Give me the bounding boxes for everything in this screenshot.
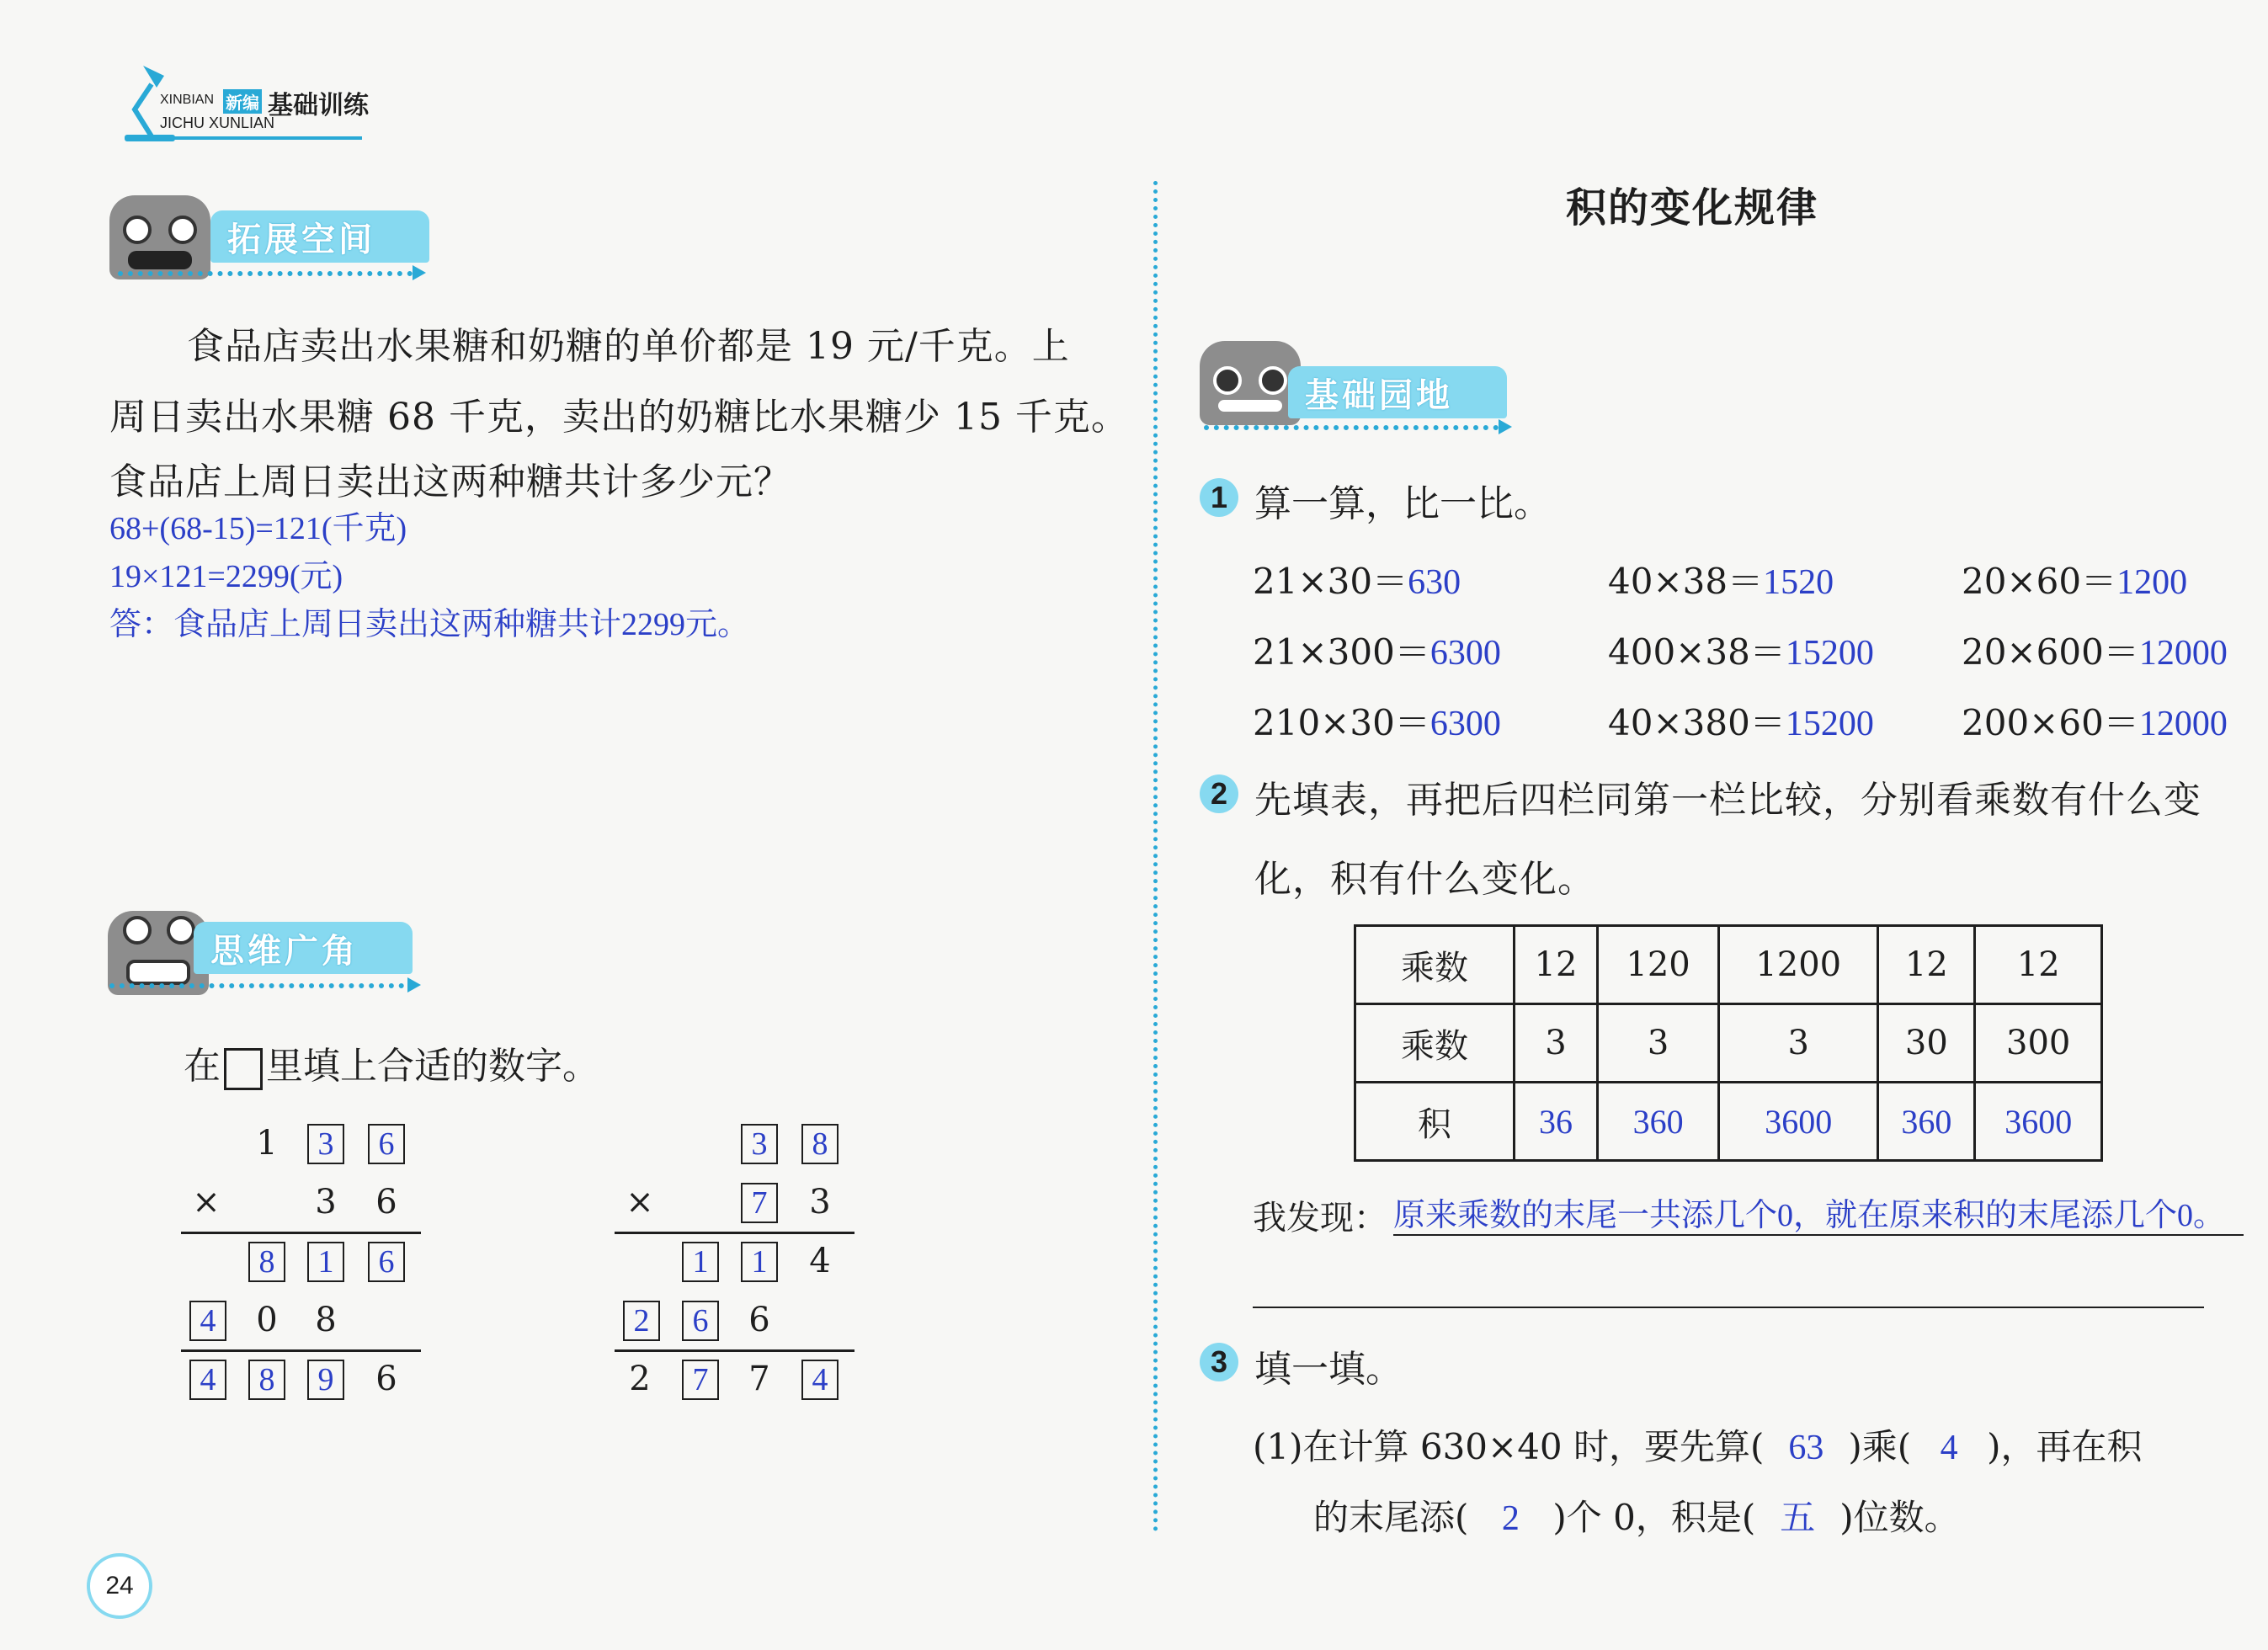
answer-box: 2	[623, 1301, 660, 1341]
section-badge-thinking	[194, 922, 413, 974]
q1-item: 40×38＝1520	[1608, 561, 1834, 602]
answer-line-1: 68+(68-15)=121(千克)	[109, 511, 407, 546]
answer-box: 8	[248, 1242, 285, 1282]
answer-box: 8	[248, 1360, 285, 1400]
problem-line-2: 周日卖出水果糖 68 千克，卖出的奶糖比水果糖少 15 千克。	[109, 396, 1129, 439]
badge-label: 拓展空间	[227, 220, 375, 259]
q1-item: 20×60＝1200	[1962, 561, 2188, 602]
answer-box: 6	[368, 1124, 405, 1164]
table-row: 乘数 3 3 3 30 300	[1355, 1004, 2102, 1083]
arrow-right-icon	[1499, 419, 1512, 434]
finding-label: 我发现：	[1253, 1199, 1387, 1238]
finding-answer: 原来乘数的末尾一共添几个0，就在原来积的末尾添几个0。	[1393, 1198, 2226, 1233]
section-divider	[109, 983, 404, 988]
problem-line-1: 食品店卖出水果糖和奶糖的单价都是 19 元/千克。上	[187, 325, 1070, 368]
q2-text-2: 化，积有什么变化。	[1254, 858, 1595, 901]
q1-item: 21×30＝630	[1253, 561, 1461, 602]
badge-label: 基础园地	[1305, 375, 1453, 415]
header-logo	[118, 59, 396, 143]
page-number: 24	[87, 1553, 152, 1619]
q1-item: 210×30＝6300	[1253, 702, 1501, 743]
vertical-calc-2: 3 8 × 7 3 1 1 4 2 6 6 2 7 7 4	[615, 1124, 859, 1418]
q1-item: 200×60＝12000	[1962, 702, 2228, 743]
arrow-right-icon	[413, 265, 426, 280]
section-divider	[1204, 425, 1499, 430]
header-title: 基础训练	[268, 92, 369, 120]
header-pinyin-2: JICHU XUNLIAN	[160, 114, 275, 131]
answer-line-3: 答：食品店上周日卖出这两种糖共计2299元。	[109, 607, 750, 642]
vertical-calc-1: 1 3 6 × 3 6 8 1 6 4 0 8 4 8 9 6	[181, 1124, 425, 1418]
header-pinyin-1: XINBIAN	[160, 93, 215, 107]
problem-line-3: 食品店上周日卖出这两种糖共计多少元？	[109, 460, 791, 503]
answer-block	[109, 505, 749, 649]
q3-line-1: (1)在计算 630×40 时，要先算( 63 )乘( 4 )，再在积	[1253, 1426, 2143, 1467]
q3-text: 填一填。	[1254, 1348, 1403, 1391]
q2-text-1: 先填表，再把后四栏同第一栏比较，分别看乘数有什么变	[1254, 779, 2201, 822]
badge-label: 思维广角	[210, 931, 359, 971]
question-number-2: 2	[1200, 774, 1238, 813]
answer-box: 7	[741, 1183, 778, 1223]
answer-box: 8	[801, 1124, 839, 1164]
question-number-1: 1	[1200, 478, 1238, 517]
mascot-tiger-icon	[109, 195, 210, 279]
answer-box: 4	[801, 1360, 839, 1400]
q1-item: 400×38＝15200	[1608, 631, 1874, 673]
arrow-right-icon	[407, 977, 421, 993]
page-separator	[1153, 181, 1158, 1532]
answer-box: 1	[682, 1242, 719, 1282]
answer-box: 7	[682, 1360, 719, 1400]
question-number-3: 3	[1200, 1343, 1238, 1381]
empty-box	[224, 1048, 263, 1090]
problem-text	[109, 311, 1137, 512]
table-row: 积 36 360 3600 360 3600	[1355, 1083, 2102, 1161]
answer-box: 6	[368, 1242, 405, 1282]
q3-line-2: 的末尾添( 2 )个 0，积是( 五 )位数。	[1313, 1497, 1960, 1538]
header-underline	[160, 136, 362, 140]
answer-box: 3	[741, 1124, 778, 1164]
q1-item: 40×380＝15200	[1608, 702, 1874, 743]
answer-box: 6	[682, 1301, 719, 1341]
answer-underline	[1393, 1234, 2244, 1236]
answer-box: 9	[307, 1360, 344, 1400]
q1-text: 算一算，比一比。	[1254, 482, 1551, 525]
q1-item: 20×600＝12000	[1962, 631, 2228, 673]
answer-line-2: 19×121=2299(元)	[109, 559, 343, 594]
multiplication-table	[1354, 924, 2103, 1162]
answer-box: 1	[741, 1242, 778, 1282]
q1-item: 21×300＝6300	[1253, 631, 1501, 673]
fill-instruction: 在 里填上合适的数字。	[184, 1035, 599, 1090]
section-badge-basics	[1288, 366, 1507, 418]
mascot-raccoon-icon	[1200, 341, 1301, 425]
answer-box: 1	[307, 1242, 344, 1282]
page-title: 积的变化规律	[1566, 186, 1819, 231]
table-row: 乘数 12 120 1200 12 12	[1355, 926, 2102, 1004]
header-tag: 新编	[223, 89, 262, 114]
section-divider	[118, 271, 413, 276]
section-badge-expand	[210, 210, 429, 263]
answer-underline	[1253, 1307, 2204, 1308]
answer-box: 3	[307, 1124, 344, 1164]
answer-box: 4	[189, 1360, 226, 1400]
answer-box: 4	[189, 1301, 226, 1341]
